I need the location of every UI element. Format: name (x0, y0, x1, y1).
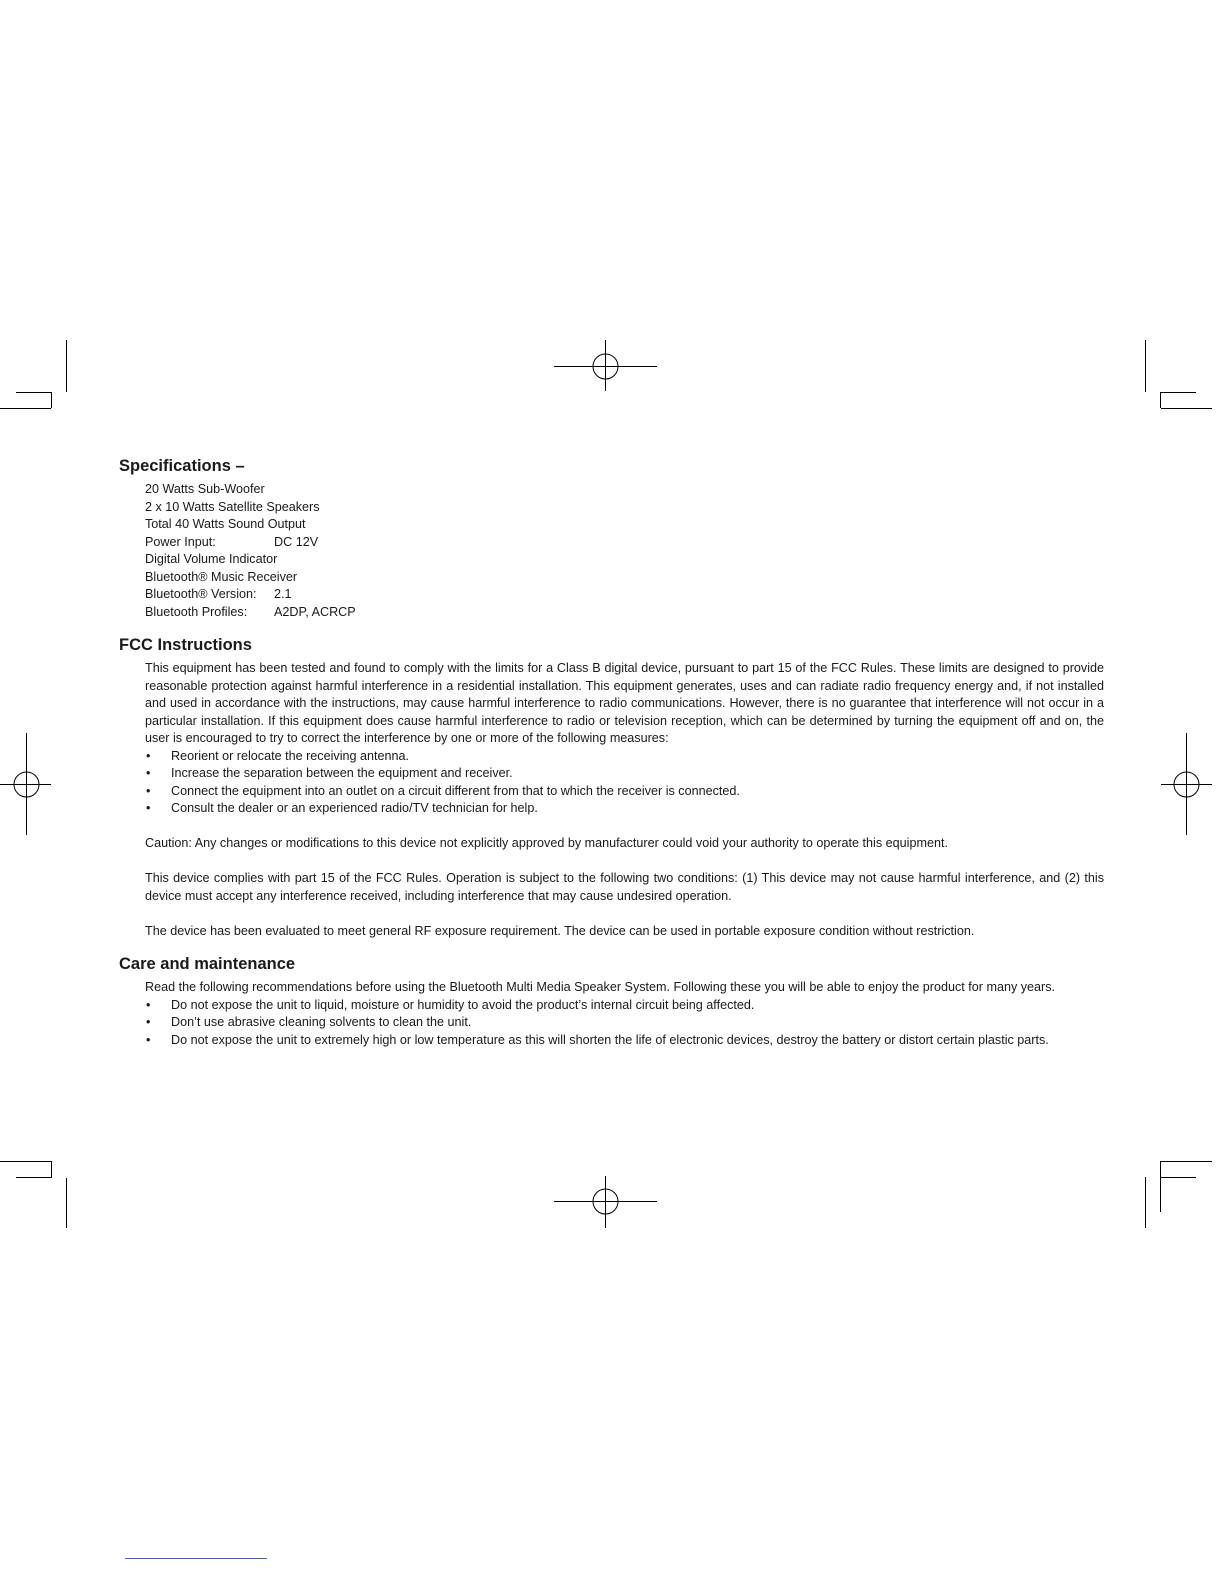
care-intro-paragraph: Read the following recommendations before using the Bluetooth Multi Media Speaker System. Following these you will be able to enjoy the product for many years. (145, 980, 1056, 994)
list-item (145, 1014, 1104, 1032)
spec-item (145, 516, 1104, 534)
crop-mark-bottom-right (1146, 1161, 1213, 1228)
bullet-glyph: • (146, 783, 151, 798)
spec-text: 2 x 10 Watts Satellite Speakers (145, 499, 320, 514)
fcc-heading: FCC Instructions (119, 636, 252, 654)
footer-link-underline (125, 1558, 267, 1559)
spec-item (145, 481, 1104, 499)
specifications-body (145, 481, 1104, 621)
spec-value: 2.1 (274, 587, 292, 601)
list-item (145, 783, 1104, 801)
specifications-list (145, 481, 1104, 621)
registration-mark-left (0, 733, 51, 835)
spec-label: Bluetooth® Version: (145, 587, 257, 601)
bullet-glyph: • (146, 748, 151, 763)
list-item-text: Consult the dealer or an experienced radio/TV technician for help. (171, 801, 538, 815)
list-item (145, 748, 1104, 766)
fcc-compliance-paragraph: This device complies with part 15 of the FCC Rules. Operation is subject to the following two conditions: (1) This device may not cause harmful interference, and (2) this device must accept any interference received, including interference that may cause undesired operation. (145, 871, 1104, 903)
care-heading: Care and maintenance (119, 955, 296, 973)
spec-text: Digital Volume Indicator (145, 552, 278, 566)
bullet-glyph: • (146, 766, 151, 780)
fcc-measures-list (145, 748, 1104, 818)
list-item-text: Reorient or relocate the receiving antenna. (171, 748, 410, 763)
spec-value: DC 12V (274, 534, 319, 549)
care-section (119, 954, 1104, 1049)
spec-item (145, 551, 1104, 569)
spec-item (145, 499, 1104, 517)
list-item-text: Connect the equipment into an outlet on a circuit different from that to which the receiver is connected. (171, 783, 740, 798)
spec-text: 20 Watts Sub-Woofer (145, 482, 265, 496)
registration-mark-bottom (554, 1176, 657, 1228)
spec-item (145, 569, 1104, 587)
crop-mark-top-right (1146, 340, 1213, 409)
fcc-body (145, 660, 1104, 940)
registration-mark-top (554, 340, 657, 391)
spec-label: Bluetooth Profiles: (145, 604, 248, 619)
bullet-glyph: • (146, 1015, 151, 1029)
spec-item (145, 586, 1104, 604)
crop-mark-top-left (0, 340, 67, 409)
list-item (145, 1032, 1104, 1050)
fcc-rf-paragraph: The device has been evaluated to meet general RF exposure requirement. The device can be used in portable exposure condition without restriction. (145, 923, 975, 938)
registration-mark-right (1161, 733, 1212, 835)
list-item-text: Do not expose the unit to liquid, moisture or humidity to avoid the product’s internal circuit being affected. (171, 997, 755, 1012)
list-item-text: Increase the separation between the equipment and receiver. (171, 766, 513, 780)
bullet-glyph: • (146, 1032, 151, 1047)
specifications-section (119, 456, 1104, 621)
spec-text: Total 40 Watts Sound Output (145, 517, 306, 531)
list-item-text: Do not expose the unit to extremely high or low temperature as this will shorten the life of electronic devices, destroy the battery or distort certain plastic parts. (171, 1032, 1049, 1047)
list-item (145, 800, 1104, 818)
spec-value: A2DP, ACRCP (274, 604, 356, 619)
list-item (145, 765, 1104, 783)
spec-label: Power Input: (145, 534, 216, 549)
bullet-glyph: • (146, 997, 151, 1012)
spec-text: Bluetooth® Music Receiver (145, 569, 298, 584)
bullet-glyph: • (146, 801, 151, 815)
fcc-section (119, 635, 1104, 940)
spec-item (145, 604, 1104, 622)
document-content (119, 456, 1104, 1063)
list-item-text: Don’t use abrasive cleaning solvents to clean the unit. (171, 1015, 472, 1029)
care-body (145, 979, 1104, 1049)
specifications-heading: Specifications – (119, 457, 245, 475)
care-recommendations-list (145, 997, 1104, 1050)
fcc-caution-paragraph: Caution: Any changes or modifications to this device not explicitly approved by manufacturer could void your authority to operate this equipment. (145, 836, 948, 850)
spec-item (145, 534, 1104, 552)
fcc-intro-paragraph: This equipment has been tested and found to comply with the limits for a Class B digital device, pursuant to part 15 of the FCC Rules. These limits are designed to provide reasonable protection against harmful interference in a residential installation. This equipment generates, uses and can radiate radio frequency energy and, if not installed and used in accordance with the instructions, may cause harmful interference to radio communications. However, there is no guarantee that interference will not occur in a particular installation. If this equipment does cause harmful interference to radio or television reception, which can be determined by turning the equipment off and on, the user is encouraged to try to correct the interference by one or more of the following measures: (145, 661, 1104, 745)
crop-mark-bottom-left (0, 1161, 67, 1228)
list-item (145, 997, 1104, 1015)
